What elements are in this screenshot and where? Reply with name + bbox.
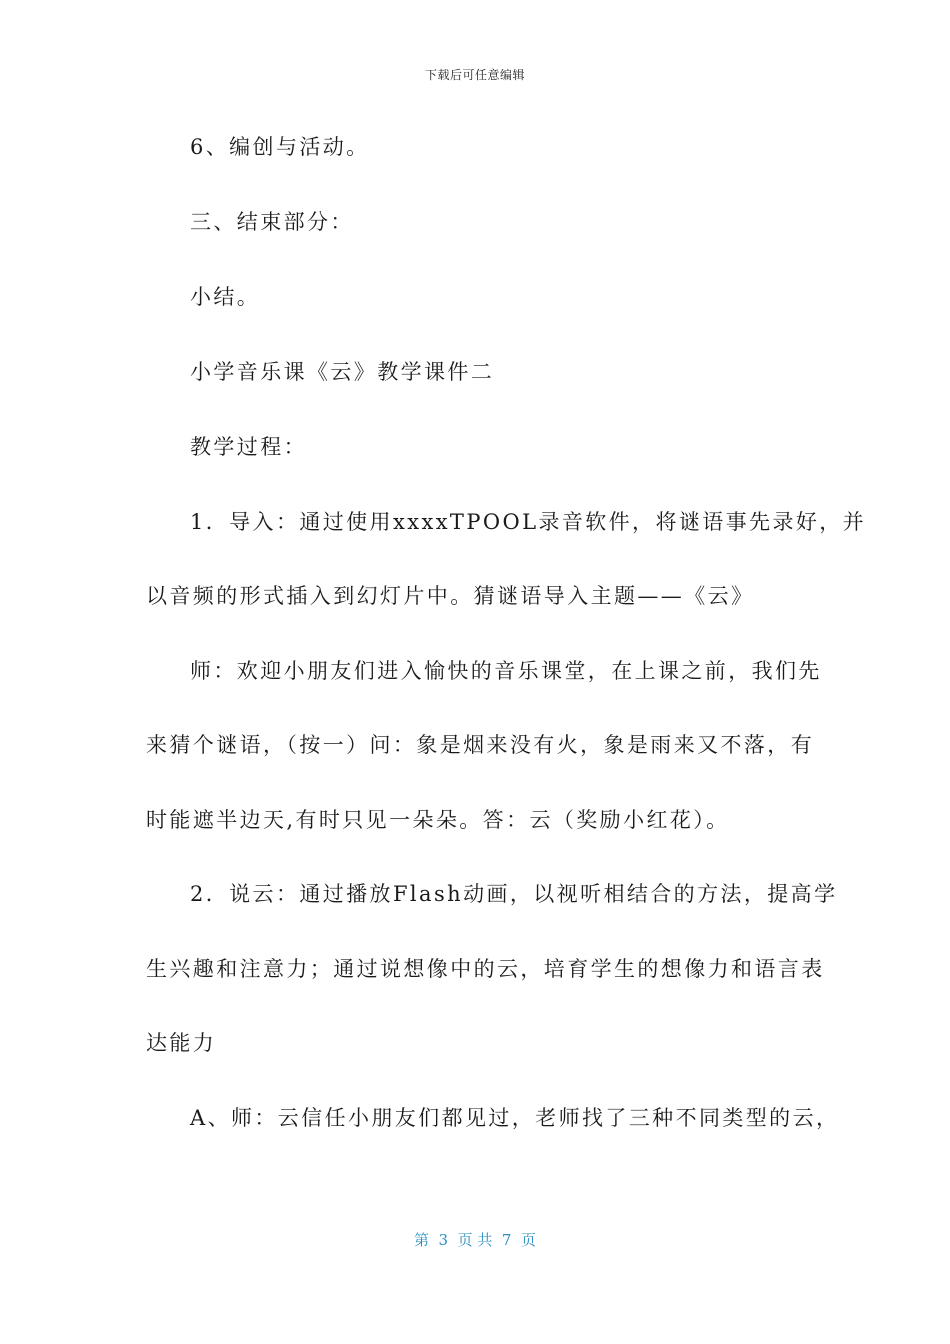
section-heading: 三、结束部分：: [190, 210, 354, 234]
paragraph-line: 生兴趣和注意力；通过说想像中的云，培育学生的想像力和语言表: [146, 957, 825, 981]
paragraph-line: A、师：云信任小朋友们都见过，老师找了三种不同类型的云，: [190, 1106, 840, 1130]
paragraph-line: 2．说云：通过播放Flash动画，以视听相结合的方法，提高学: [190, 882, 838, 906]
header-note: 下载后可任意编辑: [424, 68, 525, 82]
paragraph-line: 6、编创与活动。: [190, 135, 370, 159]
document-subtitle: 小学音乐课《云》教学课件二: [190, 360, 495, 384]
paragraph-line: 时能遮半边天,有时只见一朵朵。答：云（奖励小红花）。: [146, 808, 730, 832]
paragraph-line: 小结。: [190, 285, 261, 309]
paragraph-line: 来猜个谜语，（按一）问：象是烟来没有火，象是雨来又不落，有: [146, 733, 815, 757]
paragraph-line: 以音频的形式插入到幻灯片中。猜谜语导入主题——《云》: [146, 584, 755, 608]
paragraph-line: 师：欢迎小朋友们进入愉快的音乐课堂，在上课之前，我们先: [190, 659, 822, 683]
paragraph-line: 1．导入：通过使用xxxxTPOOL录音软件，将谜语事先录好，并: [190, 510, 867, 534]
page-number-footer: 第 3 页 共 7 页: [414, 1231, 536, 1249]
section-heading: 教学过程：: [190, 435, 307, 459]
paragraph-line: 达能力: [146, 1031, 217, 1055]
